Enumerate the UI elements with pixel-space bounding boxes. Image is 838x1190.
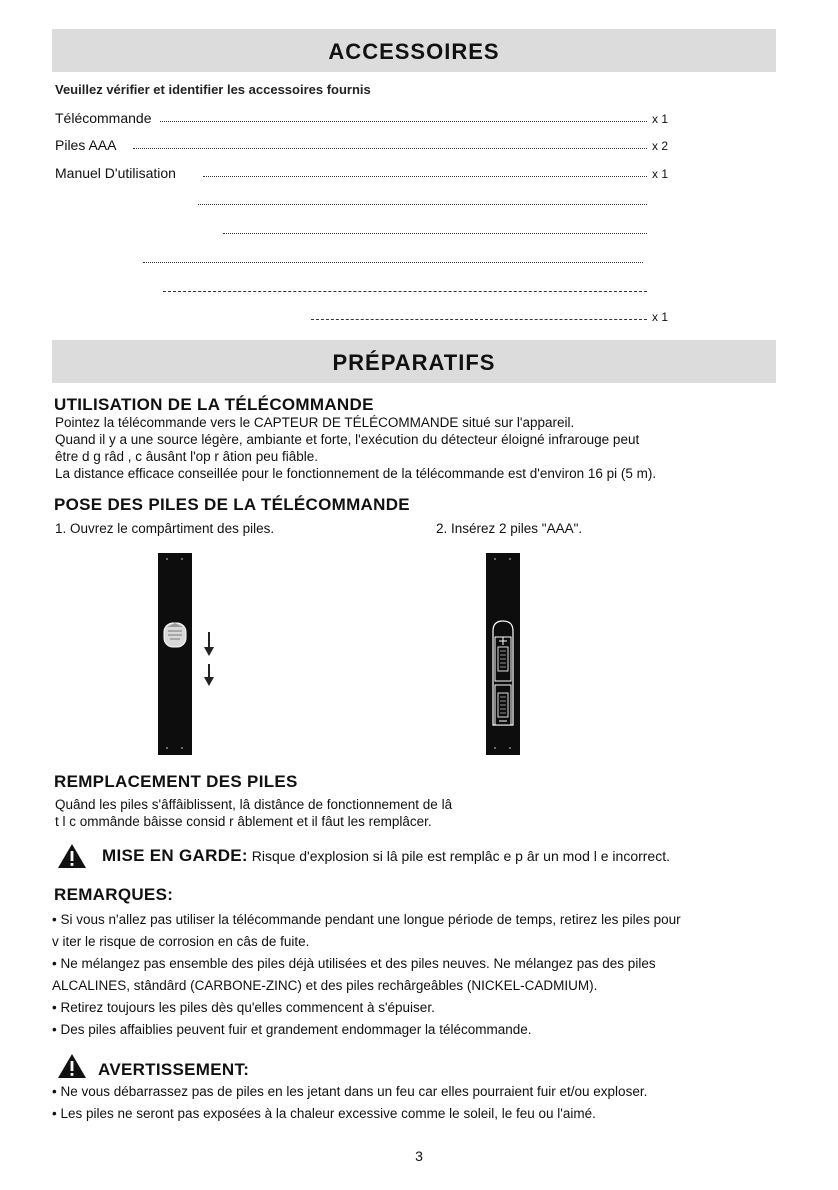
mise-en-garde-text: Risque d'explosion si lâ pile est remplâc e p âr un mod l e incorrect. [247, 848, 670, 864]
remote-closed-icon [158, 553, 192, 755]
avertissement-line: • Les piles ne seront pas exposées à la chaleur excessive comme le soleil, le feu ou l'aimé. [52, 1106, 596, 1121]
remarque-line: • Des piles affaiblies peuvent fuir et grandement endommager la télécommande. [52, 1022, 532, 1037]
mise-en-garde [102, 846, 670, 866]
avertissement-label: AVERTISSEMENT: [98, 1060, 250, 1079]
accessory-row [55, 280, 675, 298]
remote-closed-illustration [158, 553, 192, 755]
remarques-list [52, 909, 797, 1041]
remote-open-icon [486, 553, 520, 755]
accessory-qty: x 2 [652, 139, 669, 153]
accessory-row [55, 308, 675, 326]
avertissement-line: • Ne vous débarrassez pas de piles en les jetant dans un feu car elles pourraient fuir et/ou exploser. [52, 1084, 648, 1099]
remplacement-text [55, 796, 452, 830]
remarque-line: • Si vous n'allez pas utiliser la télécommande pendant une longue période de temps, retirez les piles pour [52, 912, 681, 927]
page-number: 3 [415, 1148, 423, 1164]
warning-triangle-icon [57, 1053, 87, 1079]
accessory-label: Télécommande [55, 110, 152, 126]
accessory-row [55, 251, 675, 269]
text-line: être d g râd , c âusânt l'op r âtion peu fiâble. [55, 449, 318, 464]
avertissement-list [52, 1081, 797, 1125]
remarque-line: • Ne mélangez pas ensemble des piles déjà utilisées et des piles neuves. Ne mélangez pas des piles [52, 956, 656, 971]
pose-heading: POSE DES PILES DE LA TÉLÉCOMMANDE [54, 495, 410, 514]
intro-bold: Veuillez [55, 82, 103, 97]
accessory-row [55, 222, 675, 240]
text-line: Pointez la télécommande vers le CAPTEUR DE TÉLÉCOMMANDE situé sur l'appareil. [55, 415, 575, 430]
accessory-label: Manuel D'utilisation [55, 165, 176, 181]
accessory-row [55, 137, 675, 155]
preparatifs-title: PRÉPARATIFS [52, 340, 776, 383]
accessory-qty: x 1 [652, 112, 669, 126]
pose-step-1: 1. Ouvrez le compârtiment des piles. [55, 521, 275, 536]
pose-step-2: 2. Insérez 2 piles "AAA". [436, 521, 583, 536]
remarques-heading: REMARQUES: [54, 885, 174, 904]
down-arrows-icon [202, 630, 216, 690]
text-line: La distance efficace conseillée pour le fonctionnement de la télécommande est d'environ 16 pi (5 m). [55, 466, 657, 481]
accessory-row [55, 110, 675, 128]
accessoires-title: ACCESSOIRES [52, 29, 776, 72]
text-line: Quand il y a une source légère, ambiante et forte, l'exécution du détecteur éloigné infrarouge peut [55, 432, 640, 447]
accessoires-intro [55, 82, 371, 97]
mise-en-garde-label: MISE EN GARDE: [102, 846, 248, 865]
remplacement-heading: REMPLACEMENT DES PILES [54, 772, 298, 791]
accessory-qty: x 1 [652, 310, 669, 324]
accessory-qty: x 1 [652, 167, 669, 181]
accessory-label: Piles AAA [55, 137, 117, 153]
remote-open-illustration [486, 553, 520, 755]
remarque-line: ALCALINES, stândârd (CARBONE-ZINC) et des piles rechârgeâbles (NICKEL-CADMIUM). [52, 978, 598, 993]
utilisation-text [55, 414, 656, 482]
utilisation-heading: UTILISATION DE LA TÉLÉCOMMANDE [54, 395, 374, 414]
warning-triangle-icon [57, 843, 87, 869]
remarque-line: v iter le risque de corrosion en câs de fuite. [52, 934, 310, 949]
remarque-line: • Retirez toujours les piles dès qu'elles commencent à s'épuiser. [52, 1000, 435, 1015]
intro-text: vérifier et identifier les accessoires fournis [102, 82, 371, 97]
text-line: t l c ommânde bâisse consid r âblement et il fâut les remplâcer. [55, 814, 432, 829]
text-line: Quând les piles s'âffâiblissent, lâ distânce de fonctionnement de lâ [55, 797, 453, 812]
accessory-row [55, 193, 675, 211]
accessory-row [55, 165, 675, 183]
